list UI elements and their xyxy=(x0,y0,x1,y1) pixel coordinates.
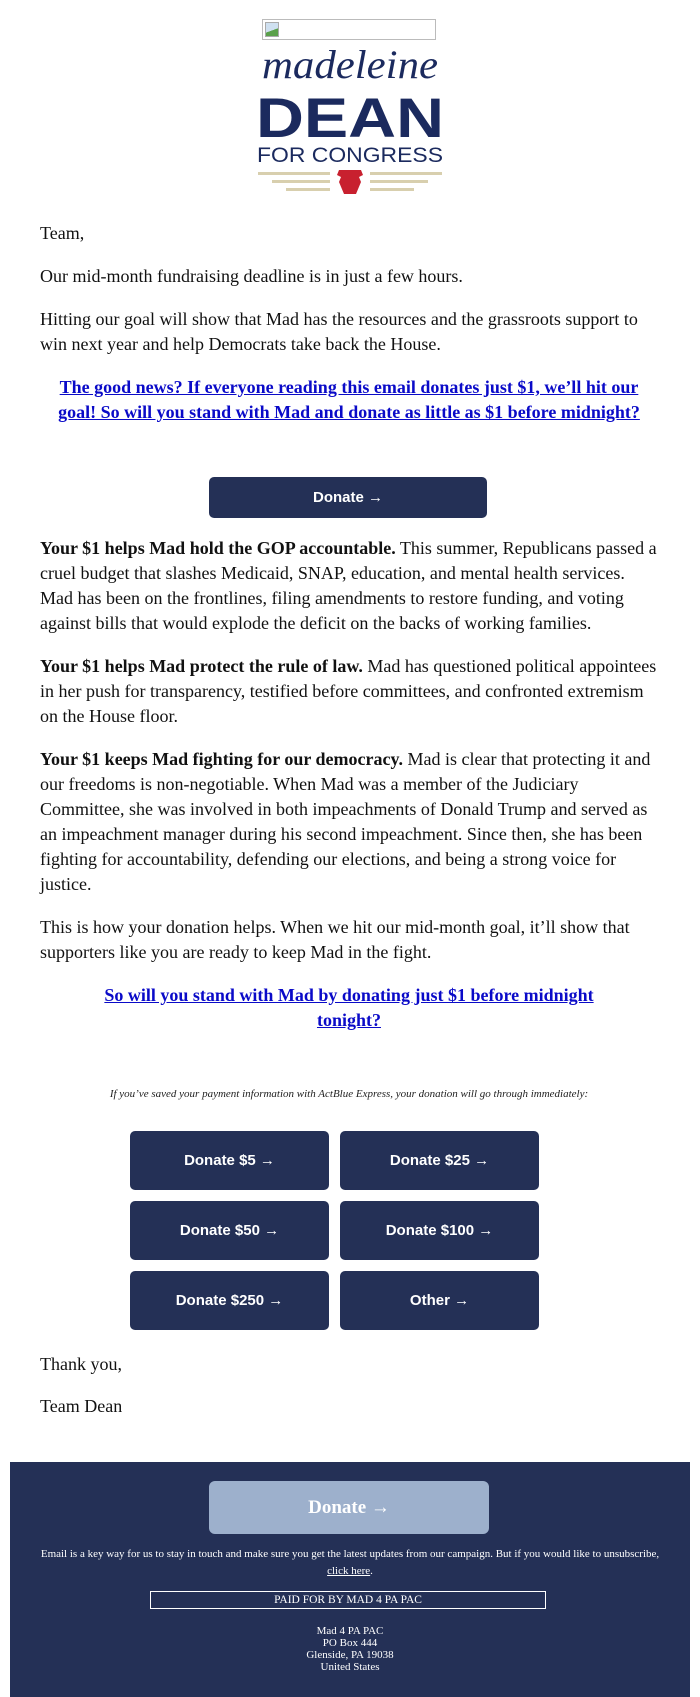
email-body xyxy=(40,221,658,1051)
broken-header-image xyxy=(262,19,436,40)
footer xyxy=(10,1462,690,1697)
footer-text: Email is a key way for us to stay in touch and make sure you get the latest updates from our campaign. But if you would like to unsubscribe, xyxy=(40,1548,660,1560)
donate-button[interactable]: Donate → xyxy=(209,477,487,518)
mailing-address xyxy=(10,1625,690,1673)
unsubscribe-link[interactable]: click here xyxy=(327,1565,371,1577)
paragraph: This is how your donation helps. When we hit our mid-month goal, it’ll show that supporters like you are ready to keep Mad in the fight. xyxy=(40,917,630,962)
section-paragraph xyxy=(40,536,658,636)
section-text: Mad is clear that protecting it and our freedoms is non-negotiable. When Mad was a member of the Judiciary Committee, she was involved in both impeachments of Donald Trump and served as an impeachment manager during his second impeachment. Since then, she has been fighting for accountability, defending our elections, and being a strong voice for justice. xyxy=(40,749,651,894)
donate-link-2[interactable]: So will you stand with Mad by donating just $1 before midnight tonight? xyxy=(104,985,594,1030)
address-line: United States xyxy=(320,1661,380,1673)
donate-50-button[interactable]: Donate $50 → xyxy=(130,1201,329,1260)
signature: Team Dean xyxy=(40,1396,123,1416)
address-line: Glenside, PA 19038 xyxy=(306,1649,394,1661)
section-paragraph xyxy=(40,654,658,729)
donate-5-button[interactable]: Donate $5 → xyxy=(130,1131,329,1190)
donate-link[interactable]: The good news? If everyone reading this email donates just $1, we’ll hit our goal! So will you stand with Mad and donate as little as $1 before midnight? xyxy=(58,377,640,422)
campaign-logo xyxy=(250,46,450,198)
paragraph: Our mid-month fundraising deadline is in just a few hours. xyxy=(40,266,463,286)
donate-other-button[interactable]: Other → xyxy=(340,1271,539,1330)
paid-for-disclaimer: PAID FOR BY MAD 4 PA PAC xyxy=(150,1591,546,1609)
paragraph: Hitting our goal will show that Mad has the resources and the grassroots support to win next year and help Democrats take back the House. xyxy=(40,309,638,354)
donate-25-button[interactable]: Donate $25 → xyxy=(340,1131,539,1190)
section-paragraph xyxy=(40,747,658,897)
section-text: Mad has questioned political appointees in her push for transparency, testified before committees, and confronted extremism on the House floor. xyxy=(40,656,657,726)
donate-100-button[interactable]: Donate $100 → xyxy=(340,1201,539,1260)
thanks: Thank you, xyxy=(40,1354,122,1374)
svg-text:DEAN: DEAN xyxy=(256,86,444,149)
svg-text:FOR CONGRESS: FOR CONGRESS xyxy=(257,144,443,167)
unsubscribe-text xyxy=(40,1546,660,1580)
donate-250-button[interactable]: Donate $250 → xyxy=(130,1271,329,1330)
broken-image-icon xyxy=(265,22,279,37)
address-line: PO Box 444 xyxy=(322,1637,378,1649)
greeting: Team, xyxy=(40,223,85,243)
keystone-icon xyxy=(337,170,363,194)
footer-text-end: . xyxy=(370,1565,373,1577)
svg-text:madeleine: madeleine xyxy=(262,46,438,87)
actblue-express-note: If you’ve saved your payment information with ActBlue Express, your donation will go through immediately: xyxy=(109,1088,589,1100)
section-text: This summer, Republicans passed a cruel budget that slashes Medicaid, SNAP, education, and mental health services. Mad has been on the frontlines, filing amendments to restore funding, and voting against bills that would explode the deficit on the backs of working families. xyxy=(40,538,657,633)
section-lead: Your $1 helps Mad hold the GOP accountable. xyxy=(40,538,396,558)
section-lead: Your $1 helps Mad protect the rule of law. xyxy=(40,656,363,676)
section-lead: Your $1 keeps Mad fighting for our democracy. xyxy=(40,749,403,769)
footer-donate-button[interactable]: Donate → xyxy=(209,1481,489,1534)
address-line: Mad 4 PA PAC xyxy=(316,1625,384,1637)
